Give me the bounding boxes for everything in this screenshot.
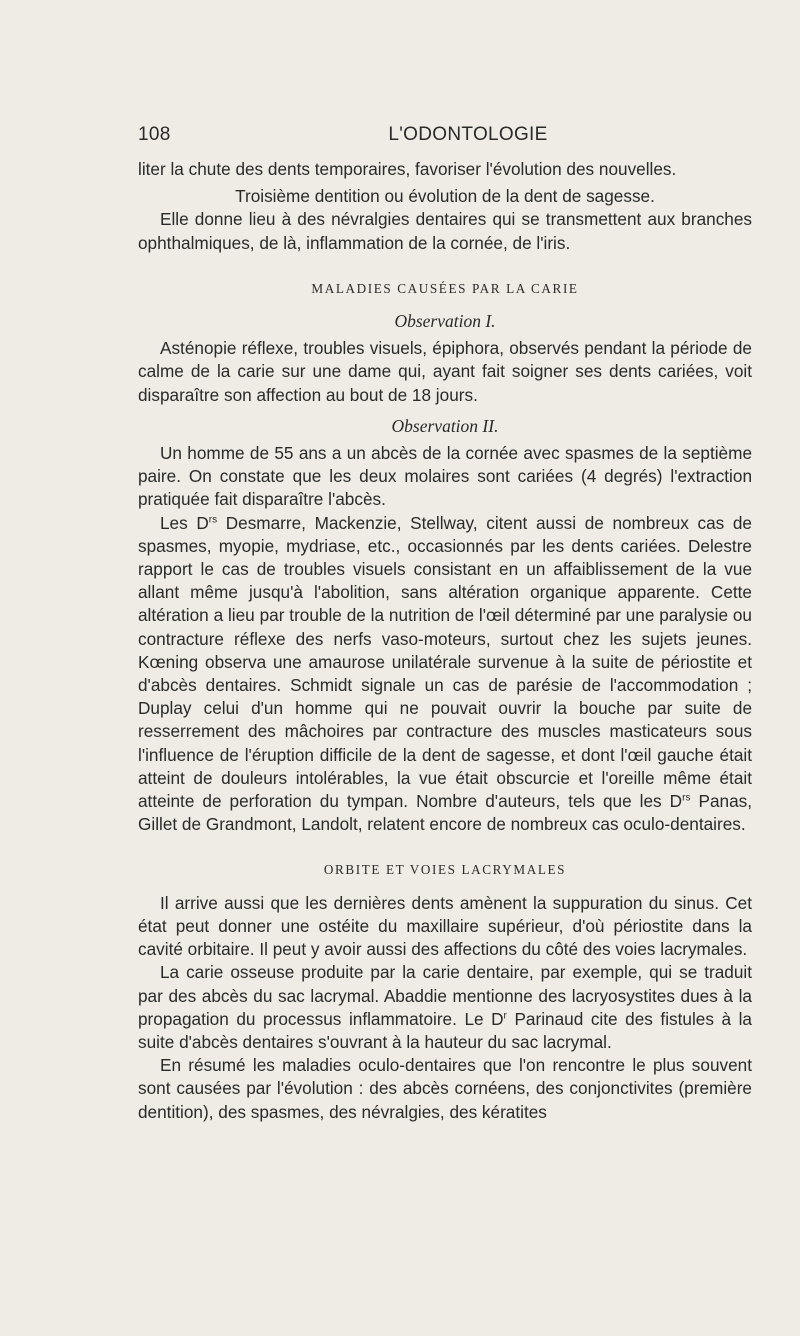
- authors-sup-1: rs: [208, 513, 218, 525]
- observation-2-heading: Observation II.: [391, 415, 499, 436]
- page-header: [138, 124, 752, 152]
- authors-sup-2: rs: [682, 792, 691, 804]
- observation-1-text: Asténopie réflexe, troubles visuels, épiphora, observés pendant la période de calme de la carie sur une dame qui, ayant fait soigner ses dents cariées, voit disparaître son affection au bout de 18 jours.: [138, 338, 752, 405]
- paragraph-resume: En résumé les maladies oculo-dentaires que l'on rencontre le plus souvent sont causées par l'évolution : des abcès cornéens, des conjonctivites (première dentition), des spasmes, des névralgies, des kératites: [138, 1055, 752, 1122]
- authors-text-a: Les D: [160, 512, 209, 533]
- paragraph-intro: liter la chute des dents temporaires, favoriser l'évolution des nouvelles.: [138, 159, 677, 179]
- carie-sup: r: [503, 1009, 507, 1021]
- carie-text-a: La carie osseuse produite par la carie dentaire, par exemple, qui se traduit par des abcès du sac lacrymal. Abaddie mentionne des lacryosystites dues à la propagation du processus inflammatoire. Le D: [138, 962, 752, 1029]
- paragraph-nevralgies: Elle donne lieu à des névralgies dentaires qui se transmettent aux branches ophthalmiques, de là, inflammation de la cornée, de l'iris.: [138, 209, 752, 253]
- observation-2-authors-paragraph: [138, 512, 752, 837]
- section-heading-maladies: MALADIES CAUSÉES PAR LA CARIE: [311, 280, 579, 296]
- page-content: [138, 158, 752, 1124]
- paragraph-carie-osseuse: [138, 961, 752, 1054]
- running-title: L'ODONTOLOGIE: [388, 124, 548, 145]
- observation-1-heading: Observation I.: [394, 311, 496, 332]
- authors-text-c: Panas, Gillet de Grandmont, Landolt, relatent encore de nombreux cas oculo-dentaires.: [138, 791, 752, 835]
- paragraph-sinus: Il arrive aussi que les dernières dents amènent la suppuration du sinus. Cet état peut donner une ostéite du maxillaire supérieur, d'où périostite dans la cavité orbitaire. Il peut y avoir aussi des affections du côté des voies lacrymales.: [138, 892, 752, 960]
- authors-text-b: Desmarre, Mackenzie, Stellway, citent aussi de nombreux cas de spasmes, myopie, mydriase, etc., occasionnés par les dents cariées. Delestre rapport le cas de troubles visuels consistant en un affaiblissement de la vue allant même jusqu'à l'abolition, sans altération organique apparente. Cette altération a lieu par trouble de la nutrition de l'œil déterminé par une paralysie ou contracture réflexe des nerfs vaso-moteurs, surtout chez les sujets jeunes. Kœning observa une amaurose unilatérale survenue à la suite de périostite et d'abcès dentaires. Schmidt signale un cas de parésie de l'accommodation ; Duplay celui d'un homme qui ne pouvait ouvrir la bouche par suite de resserrement des mâchoires par contracture des muscles masticateurs sous l'influence de l'éruption difficile de la dent de sagesse, et dont l'œil gauche était atteint de douleurs intolérables, la vue était obscurcie et l'oreille même était atteinte de perforation du tympan. Nombre d'auteurs, tels que les D: [138, 512, 752, 812]
- paragraph-troisieme-dentition: Troisième dentition ou évolution de la dent de sagesse.: [235, 186, 655, 207]
- page-number: 108: [138, 124, 171, 145]
- observation-2-text: Un homme de 55 ans a un abcès de la cornée avec spasmes de la septième paire. On constate que les deux molaires sont cariées (4 degrés) l'extraction pratiquée fait disparaître l'abcès.: [138, 443, 752, 510]
- section-heading-orbite: ORBITE ET VOIES LACRYMALES: [323, 862, 567, 878]
- carie-text-b: Parinaud cite des fistules à la suite d'abcès dentaires s'ouvrant à la hauteur du sac lacrymal.: [138, 1008, 752, 1052]
